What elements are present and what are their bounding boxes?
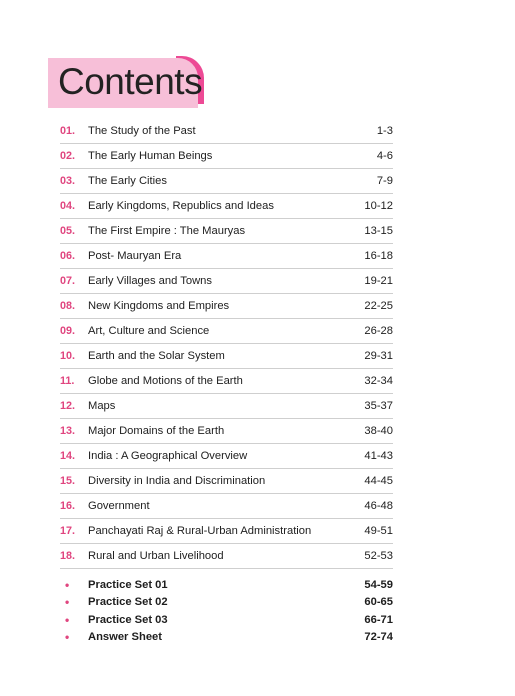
chapter-pages: 44-45 [364, 475, 393, 487]
bullet-icon: • [65, 630, 70, 645]
chapter-number: 02. [60, 150, 76, 162]
chapter-number: 11. [60, 375, 75, 387]
practice-title: Practice Set 02 [88, 596, 168, 609]
toc-row[interactable] [60, 544, 393, 569]
practice-row[interactable] [60, 594, 393, 612]
toc-row[interactable] [60, 469, 393, 494]
chapter-pages: 13-15 [364, 225, 393, 237]
chapter-number: 18. [60, 550, 76, 562]
chapter-number: 14. [60, 450, 76, 462]
chapter-number: 05. [60, 225, 76, 237]
chapter-title: New Kingdoms and Empires [88, 300, 230, 312]
chapter-pages: 38-40 [364, 425, 393, 437]
chapter-pages: 32-34 [364, 375, 393, 387]
chapter-number: 03. [60, 175, 76, 187]
toc-row[interactable] [60, 194, 393, 219]
chapter-pages: 7-9 [376, 175, 393, 187]
chapter-number: 01. [60, 125, 76, 137]
practice-list [60, 576, 393, 646]
toc-row[interactable] [60, 144, 393, 169]
chapter-title: Globe and Motions of the Earth [88, 375, 243, 387]
chapter-title: Early Villages and Towns [88, 275, 212, 287]
chapter-title: The Study of the Past [88, 125, 196, 137]
toc-row[interactable] [60, 444, 393, 469]
chapter-pages: 19-21 [364, 275, 393, 287]
chapter-title: Panchayati Raj & Rural-Urban Administration [88, 525, 312, 537]
toc-row[interactable] [60, 244, 393, 269]
chapter-number: 04. [60, 200, 76, 212]
practice-pages: 54-59 [364, 578, 393, 591]
chapter-number: 15. [60, 475, 76, 487]
toc-row[interactable] [60, 494, 393, 519]
chapter-number: 12. [60, 400, 76, 412]
toc-row[interactable] [60, 269, 393, 294]
practice-row[interactable] [60, 576, 393, 594]
toc-row[interactable] [60, 119, 393, 144]
toc-row[interactable] [60, 219, 393, 244]
toc-row[interactable] [60, 319, 393, 344]
practice-row[interactable] [60, 611, 393, 629]
chapter-pages: 16-18 [364, 250, 393, 262]
practice-title: Practice Set 01 [88, 578, 168, 591]
chapter-number: 09. [60, 325, 76, 337]
chapter-number: 08. [60, 300, 76, 312]
chapter-title: Major Domains of the Earth [88, 425, 225, 437]
chapter-title: Post- Mauryan Era [88, 250, 182, 262]
practice-title: Answer Sheet [88, 631, 162, 644]
chapter-pages: 22-25 [364, 300, 393, 312]
chapter-number: 10. [60, 350, 76, 362]
chapter-number: 16. [60, 500, 76, 512]
chapter-pages: 52-53 [364, 550, 393, 562]
chapter-title: Government [88, 500, 150, 512]
answer-sheet-row[interactable] [60, 629, 393, 647]
practice-pages: 66-71 [364, 613, 393, 626]
practice-title: Practice Set 03 [88, 613, 168, 626]
chapter-number: 17. [60, 525, 76, 537]
toc-row[interactable] [60, 519, 393, 544]
bullet-icon: • [65, 595, 70, 610]
chapter-list [60, 119, 393, 569]
chapter-pages: 4-6 [376, 150, 393, 162]
chapter-title: Early Kingdoms, Republics and Ideas [88, 200, 274, 212]
chapter-title: Earth and the Solar System [88, 350, 225, 362]
chapter-title: Maps [88, 400, 116, 412]
chapter-title: India : A Geographical Overview [88, 450, 248, 462]
chapter-pages: 1-3 [376, 125, 393, 137]
chapter-pages: 46-48 [364, 500, 393, 512]
chapter-title: The Early Human Beings [88, 150, 213, 162]
chapter-pages: 10-12 [364, 200, 393, 212]
chapter-number: 13. [60, 425, 76, 437]
bullet-icon: • [65, 612, 70, 627]
chapter-title: Diversity in India and Discrimination [88, 475, 266, 487]
chapter-title: Art, Culture and Science [88, 325, 210, 337]
chapter-number: 07. [60, 275, 76, 287]
toc-row[interactable] [60, 294, 393, 319]
chapter-pages: 49-51 [364, 525, 393, 537]
bullet-icon: • [65, 577, 70, 592]
chapter-title: Rural and Urban Livelihood [88, 550, 224, 562]
practice-pages: 60-65 [364, 596, 393, 609]
chapter-pages: 26-28 [364, 325, 393, 337]
toc-row[interactable] [60, 369, 393, 394]
chapter-pages: 35-37 [364, 400, 393, 412]
chapter-pages: 29-31 [364, 350, 393, 362]
toc-row[interactable] [60, 394, 393, 419]
toc-row[interactable] [60, 344, 393, 369]
chapter-pages: 41-43 [364, 450, 393, 462]
chapter-title: The Early Cities [88, 175, 167, 187]
chapter-title: The First Empire : The Mauryas [88, 225, 246, 237]
toc-row[interactable] [60, 169, 393, 194]
practice-pages: 72-74 [364, 631, 393, 644]
toc-row[interactable] [60, 419, 393, 444]
page-title: Contents [58, 61, 203, 102]
chapter-number: 06. [60, 250, 76, 262]
